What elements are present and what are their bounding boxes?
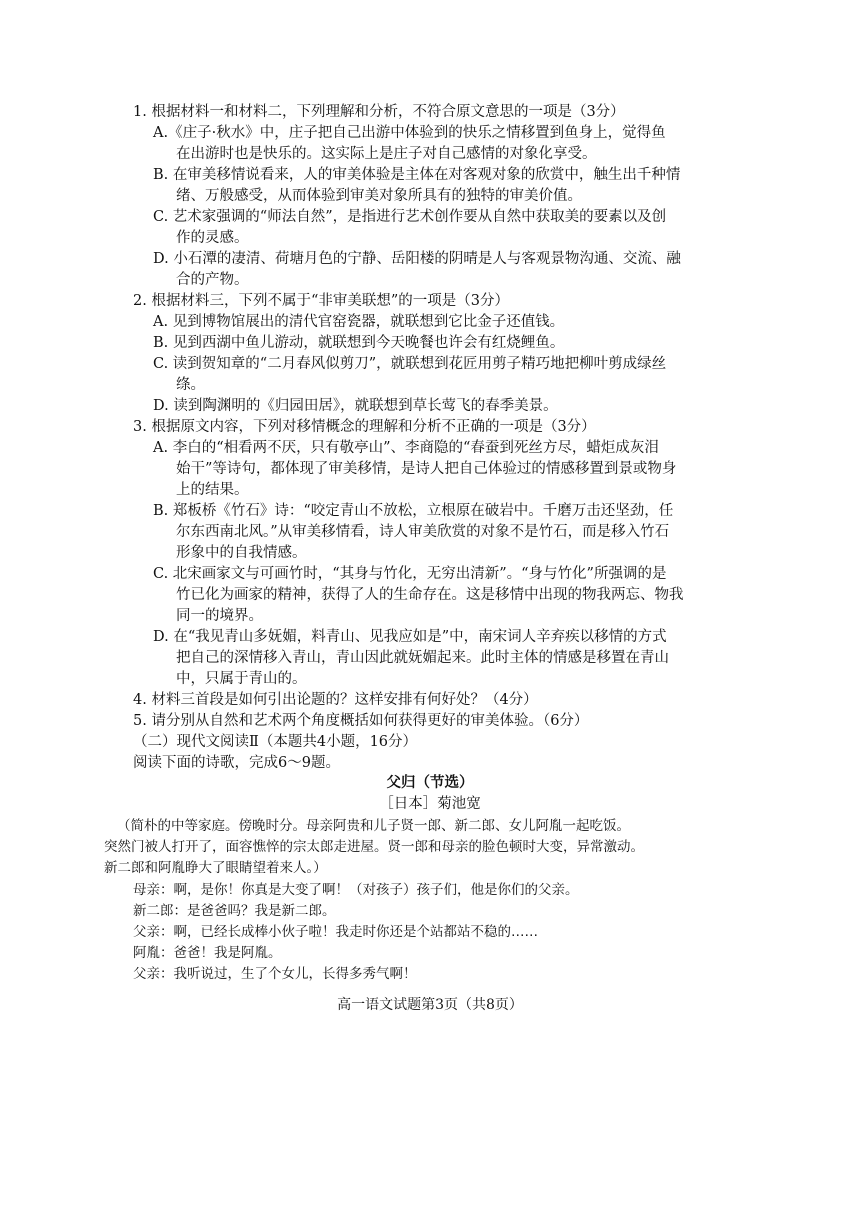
q3-option-a-line3: 上的结果。 (176, 482, 249, 498)
question-3-stem: 3. 根据原文内容，下列对移情概念的理解和分析不正确的一项是（3分） (133, 419, 596, 435)
dialogue-line: 母亲：啊，是你！你真是大变了啊！（对孩子）孩子们，他是你们的父亲。 (133, 882, 579, 898)
q3-option-d-line3: 中，只属于青山的。 (176, 671, 307, 687)
q1-option-d-line1: D. 小石潭的凄清、荷塘月色的宁静、岳阳楼的阴晴是人与客观景物沟通、交流、融 (153, 251, 681, 267)
q1-option-a-line1: A.《庄子·秋水》中，庄子把自己出游中体验到的快乐之情移置到鱼身上，觉得鱼 (153, 125, 666, 141)
q2-option-a: A. 见到博物馆展出的清代官窑瓷器，就联想到它比金子还值钱。 (153, 314, 565, 330)
q3-option-c-line3: 同一的境界。 (176, 608, 263, 624)
q1-option-c-line1: C. 艺术家强调的“师法自然”，是指进行艺术创作要从自然中获取美的要素以及创 (153, 209, 667, 225)
question-2-stem: 2. 根据材料三，下列不属于“非审美联想”的一项是（3分） (133, 293, 509, 309)
q1-option-c-line2: 作的灵感。 (176, 230, 249, 246)
passage-title: 父归（节选） (386, 774, 474, 791)
page-footer: 高一语文试题第3页（共8页） (337, 997, 523, 1013)
stage-direction-line3: 新二郎和阿胤睁大了眼睛望着来人。） (104, 860, 327, 876)
q3-option-a-line2: 始干”等诗句，都体现了审美移情，是诗人把自己体验过的情感移置到景或物身 (176, 461, 677, 477)
dialogue-line: 父亲：我听说过，生了个女儿，长得多秀气啊！ (133, 966, 417, 982)
section-heading: （二）现代文阅读Ⅱ（本题共4小题，16分） (133, 734, 418, 750)
section-instruction: 阅读下面的诗歌，完成6～9题。 (133, 755, 340, 771)
dialogue-line: 父亲：啊，已经长成棒小伙子啦！我走时你还是个站都站不稳的…… (133, 924, 538, 940)
q2-option-c-line2: 绦。 (176, 377, 205, 393)
q1-option-b-line1: B. 在审美移情说看来，人的审美体验是主体在对客观对象的欣赏中，触生出千种情 (153, 167, 681, 183)
q3-option-b-line3: 形象中的自我情感。 (176, 545, 307, 561)
question-1-stem: 1. 根据材料一和材料二，下列理解和分析，不符合原文意思的一项是（3分） (133, 104, 625, 120)
q2-option-d: D. 读到陶渊明的《归园田居》，就联想到草长莺飞的春季美景。 (153, 398, 558, 414)
q1-option-a-line2: 在出游时也是快乐的。这实际上是庄子对自己感情的对象化享受。 (176, 146, 597, 162)
stage-direction-line2: 突然门被人打开了，面容憔悴的宗太郎走进屋。贤一郎和母亲的脸色顿时大变，异常激动。 (104, 839, 644, 855)
q3-option-c-line2: 竹已化为画家的精神，获得了人的生命存在。这是移情中出现的物我两忘、物我 (176, 587, 684, 603)
dialogue-line: 新二郎：是爸爸吗？我是新二郎。 (133, 903, 336, 919)
q3-option-d-line1: D. 在“我见青山多妩媚，料青山、见我应如是”中，南宋词人辛弃疾以移情的方式 (153, 629, 667, 645)
q1-option-b-line2: 绪、万般感受，从而体验到审美对象所具有的独特的审美价值。 (176, 188, 582, 204)
q3-option-a-line1: A. 李白的“相看两不厌，只有敬亭山”、李商隐的“春蚕到死丝方尽，蜡炬成灰泪 (153, 440, 659, 456)
stage-direction-line1: （简朴的中等家庭。傍晚时分。母亲阿贵和儿子贤一郎、新二郎、女儿阿胤一起吃饭。 (117, 818, 630, 834)
question-5: 5. 请分别从自然和艺术两个角度概括如何获得更好的审美体验。（6分） (133, 713, 589, 729)
q3-option-b-line1: B. 郑板桥《竹石》诗：“咬定青山不放松，立根原在破岩中。千磨万击还坚劲，任 (153, 503, 674, 519)
q2-option-c-line1: C. 读到贺知章的“二月春风似剪刀”，就联想到花匠用剪子精巧地把柳叶剪成绿丝 (153, 356, 667, 372)
question-4: 4. 材料三首段是如何引出论题的？这样安排有何好处？（4分） (133, 692, 538, 708)
q1-option-d-line2: 合的产物。 (176, 272, 249, 288)
q3-option-b-line2: 尔东西南北风。”从审美移情看，诗人审美欣赏的对象不是竹石，而是移入竹石 (176, 524, 670, 540)
passage-author: ［日本］菊池宽 (379, 796, 481, 812)
q2-option-b: B. 见到西湖中鱼儿游动，就联想到今天晚餐也许会有红烧鲤鱼。 (153, 335, 565, 351)
dialogue-line: 阿胤：爸爸！我是阿胤。 (133, 945, 282, 961)
q3-option-c-line1: C. 北宋画家文与可画竹时，“其身与竹化，无穷出清新”。“身与竹化”所强调的是 (153, 566, 667, 582)
q3-option-d-line2: 把自己的深情移入青山，青山因此就妩媚起来。此时主体的情感是移置在青山 (176, 650, 669, 666)
